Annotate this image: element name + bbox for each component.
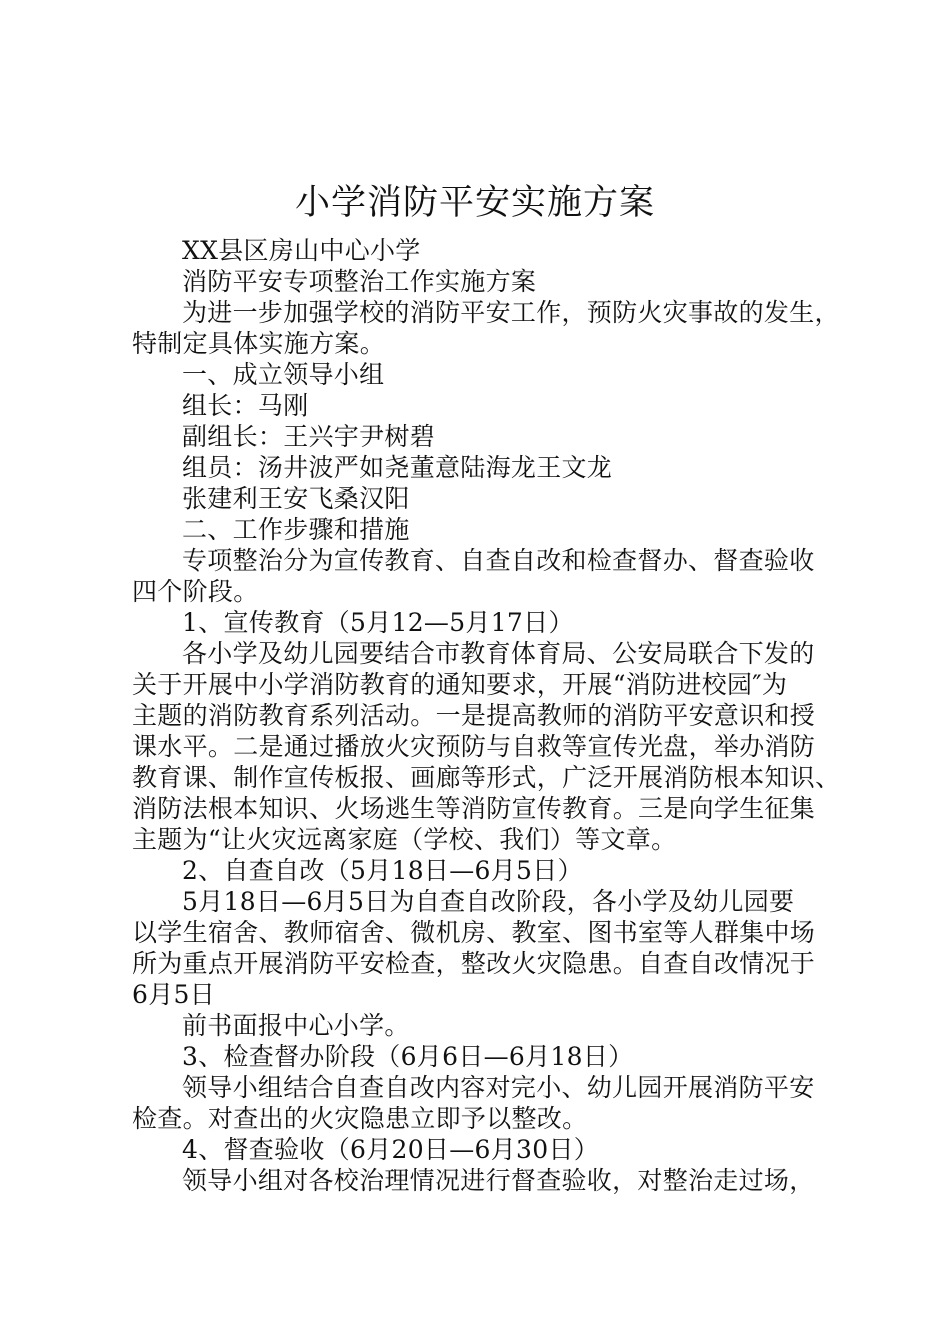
text-line: 检查。对查出的火灾隐患立即予以整改。 (132, 1104, 588, 1133)
text-line: 主题为“让火灾远离家庭（学校、我们）等文章。 (132, 825, 677, 854)
text-line: 组长：马刚 (182, 391, 309, 420)
text-line: 专项整治分为宣传教育、自查自改和检查督办、督查验收 (182, 546, 815, 575)
text-line: 四个阶段。 (132, 577, 259, 606)
text-line: 副组长：王兴宇尹树碧 (182, 422, 436, 451)
text-line: 组员：汤井波严如尧董意陆海龙王文龙 (182, 453, 613, 482)
text-line: 以学生宿舍、教师宿舍、微机房、教室、图书室等人群集中场 (132, 918, 816, 947)
text-line: 消防法根本知识、火场逃生等消防宣传教育。三是向学生征集 (132, 794, 816, 823)
text-line: 6月5日 (132, 980, 216, 1009)
text-line: XX县区房山中心小学 (182, 236, 421, 265)
text-line: 5月18日—6月5日为自查自改阶段，各小学及幼儿园要 (182, 887, 795, 916)
text-line: 特制定具体实施方案。 (132, 329, 386, 358)
text-line: 二、工作步骤和措施 (182, 515, 410, 544)
text-line: 2、自查自改（5月18日—6月5日） (182, 856, 583, 885)
text-line: 各小学及幼儿园要结合市教育体育局、公安局联合下发的 (182, 639, 815, 668)
document-title: 小学消防平安实施方案 (294, 183, 655, 223)
text-line: 为进一步加强学校的消防平安工作，预防火灾事故的发生， (182, 298, 840, 327)
text-line: 主题的消防教育系列活动。一是提高教师的消防平安意识和授 (132, 701, 816, 730)
text-line: 关于开展中小学消防教育的通知要求，开展“消防进校园″为 (132, 670, 788, 699)
text-line: 教育课、制作宣传板报、画廊等形式，广泛开展消防根本知识、 (132, 763, 841, 792)
text-line: 3、检查督办阶段（6月6日—6月18日） (182, 1042, 634, 1071)
text-line: 1、宣传教育（5月12—5月17日） (182, 608, 574, 637)
text-line: 领导小组结合自查自改内容对完小、幼儿园开展消防平安 (182, 1073, 815, 1102)
document-body (132, 235, 841, 1196)
text-line: 课水平。二是通过播放火灾预防与自救等宣传光盘，举办消防 (132, 732, 816, 761)
text-line: 4、督查验收（6月20日—6月30日） (182, 1135, 600, 1164)
text-line: 前书面报中心小学。 (182, 1011, 410, 1040)
text-line: 消防平安专项整治工作实施方案 (182, 267, 537, 296)
text-line: 张建利王安飞桑汉阳 (182, 484, 410, 513)
text-line: 一、成立领导小组 (182, 360, 385, 389)
text-line: 所为重点开展消防平安检查，整改火灾隐患。自查自改情况于 (132, 949, 816, 978)
text-line: 领导小组对各校治理情况进行督查验收，对整治走过场， (182, 1166, 815, 1195)
